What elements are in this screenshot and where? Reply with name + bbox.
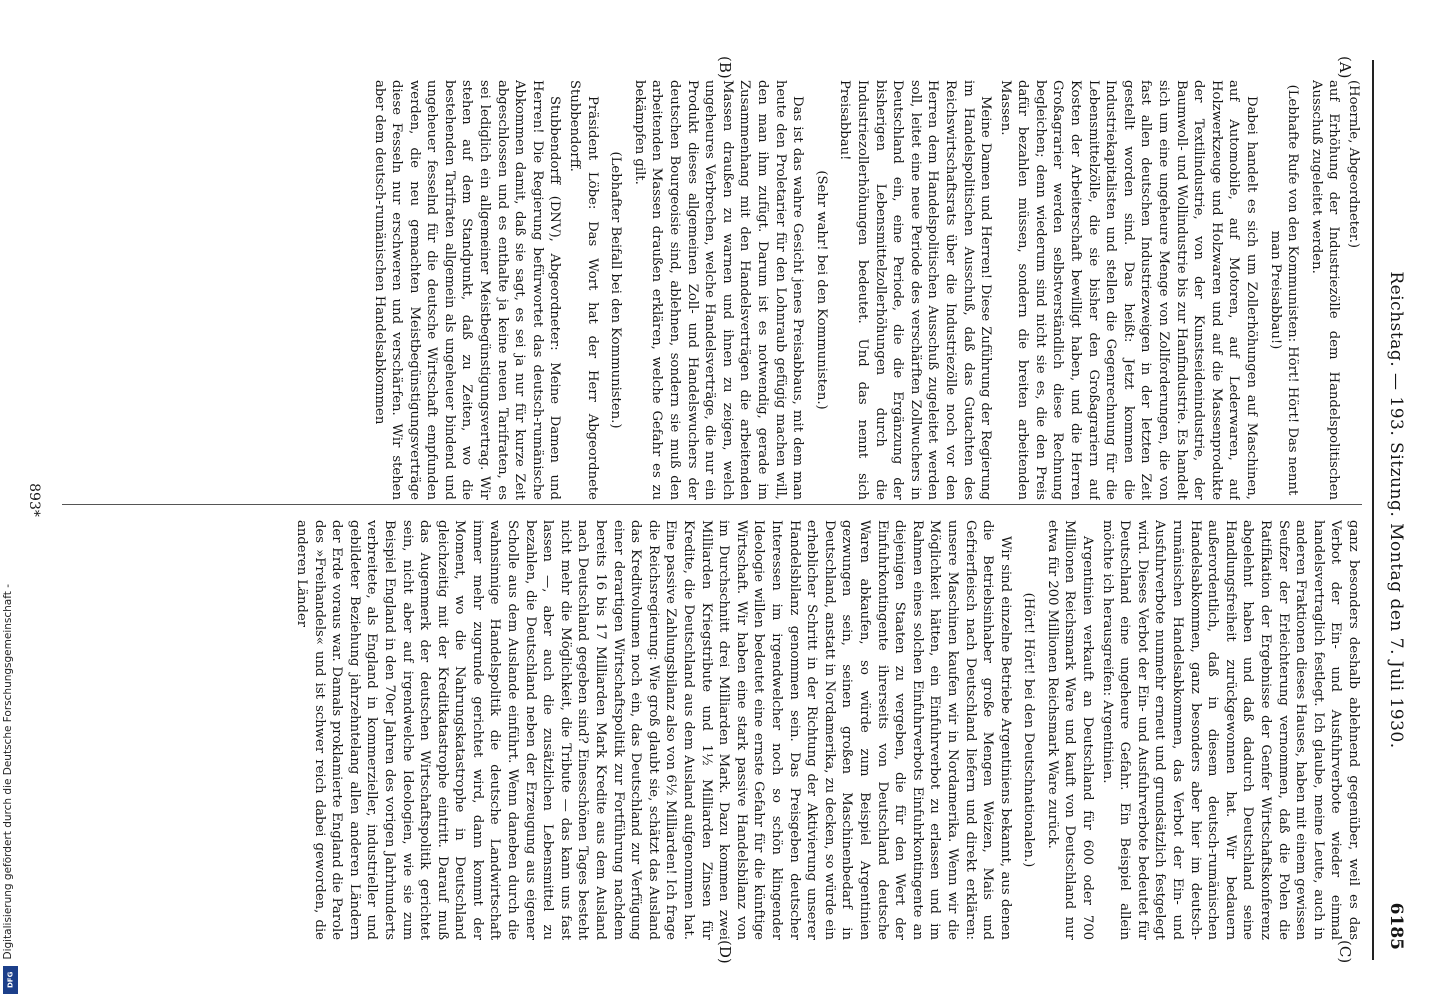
interjection: (Lebhafter Beifall bei den Kommunisten.)	[608, 151, 624, 429]
interjection: (Lebhafte Rufe von den Kommunisten: Hört! Hört! Das nennt man Preisabbau!)	[1267, 84, 1301, 496]
page-header	[1372, 60, 1414, 960]
paragraph: Dabei handelt es sich um Zollerhöhungen auf Maschinen, auf Automobile, auf Motoren, auf Lederwaren, auf Holzwerkzeuge und Holzwaren und auf die Massenprodukte der Textilindustrie, von der Kunstseidenindustrie, der Baumwoll- und Wollindustrie bis zur Hanfindustrie. Es handelt sich um eine ungeheure Menge von Zollforderungen, die von fast allen deutschen Industriezweigen in der letzten Zeit gestellt worden sind. Das heißt: Jetzt kommen die Industriekapitalisten und stellen die Gegenrechnung für die Lebensmittelzölle, die sie bisher den Großagrariern auf Kosten der Arbeiterschaft bewilligt haben, und die Herren Großagrarier werden selbstverständlich diese Rechnung begleichen; denn wiederum sind nicht sie es, die den Preis dafür bezahlen müssen, sondern die breiten arbeitenden Massen.	[997, 80, 1260, 500]
president-statement: Präsident Löbe: Das Wort hat der Herr Abgeordnete Stubbendorff.	[567, 80, 600, 500]
page-title: Reichstag. — 193. Sitzung. Montag den 7. Juli 1930.	[1386, 271, 1406, 749]
speaker-paragraph: Stubbendorff (DNV), Abgeordneter: Meine Damen und Herren! Die Regierung befürwortet das deutsch-rumänische Abkommen damit, daß sie sagt, es sei ja nur für kurze Zeit abgeschlossen und es enthalte ja keine neuen Tarifraten, es sei lediglich ein allgemeiner Meistbegünstigungsvertrag. Wir stehen auf dem Standpunkt, daß zu Zeiten, wo die bestehenden Tarifraten allgemein als ungeheuer bindend und ungeheuer fesselnd für die deutsche Wirtschaft empfunden werden, die neu gemachten Meistbegünstigungsverträge diese Fesseln nur erschweren und verschärfen. Wir stehen aber dem deutsch-rumänischen Handelsabkommen	[371, 80, 563, 500]
interjection: (Sehr wahr! bei den Kommunisten.)	[813, 170, 829, 410]
margin-marker-c: (C)	[1336, 940, 1354, 964]
speaker-continuation: (Hoernle, Abgeordneter.)	[1346, 80, 1361, 249]
paragraph: ganz besonders deshalb ablehnend gegenüber, weil es das Verbot der Ein- und Ausfuhrverbote wieder einmal handelsvertraglich festlegt. Ich glaube, meine Leute, auch in anderen Fraktionen dieses Hauses, haben mit einem gewissen Seufzer der Erleichterung vernommen, daß die Polen die Ratifikation der Ergebnisse der Genfer Wirtschaftskonferenz abgelehnt haben und daß dadurch Deutschland seine Handlungsfreiheit zurückgewonnen hat. Wir bedauern außerordentlich, daß in diesem deutsch-rumänischen Handelsabkommen, ganz besonders aber hier im deutsch-rumänischen Handelsabkommen, das Verbot der Ein- und Ausfuhrverbote nunmehr erneut und grundsätzlich festgelegt wird. Dieses Verbot der Ein- und Ausfuhrverbote bedeutet für Deutschland eine ungeheure Gefahr. Ein Beispiel allein möchte ich herausgreifen: Argentinien.	[1099, 520, 1361, 940]
margin-marker-d: (D)	[716, 940, 734, 964]
paragraph: Wir sind einzelne Betriebe Argentiniens bekannt, aus denen die Betriebsinhaber große Mengen Weizen, Mais und Gefrierfleisch nach Deutschland liefern und direkt erklären: unsere Maschinen kaufen wir in Nordamerika. Wenn wir die Möglichkeit hätten, ein Einfuhrverbot zu erlassen und im Rahmen eines solchen Einfuhrverbots Einfuhrkontingente an diejenigen Staaten zu vergeben, die für den Wert der Einfuhrkontingente ihrerseits von Deutschland deutsche Waren abkaufen, so würde zum Beispiel Argentinien gezwungen sein, seinen großen Maschinenbedarf in Deutschland, anstatt in Nordamerika, zu decken, so würde ein erheblicher Schritt in der Richtung der Aktivierung unserer Handelsbilanz genommen sein. Das Preisgeben deutscher Interessen im irgendwelcher noch so schön klingender Ideologie willen bedeutet eine ernste Gefahr für die künftige Wirtschaft. Wir haben eine stark passive Handelsbilanz von im Durchschnitt drei Milliarden Mark. Dazu kommen zwei Milliarden Kriegstribute und 1½ Milliarden Zinsen für Kredite, die Deutschland aus dem Ausland aufgenommen hat. Eine passive Zahlungsbilanz also von 6½ Milliarden! Ich frage die Reichsregierung: Wie groß glaubt sie, schätzt das Ausland das Kreditvolumen noch ein, das Deutschland zur Verfügung einer derartigen Wirtschaftspolitik zur Fortführung nachdem bereits 16 bis 17 Milliarden Mark Kredite aus dem Ausland nach Deutschland gegeben sind? Einesschönen Tages besteht nicht mehr die Möglichkeit, die Tribute — das kann uns fast lassen —, aber auch die zusätzlichen Lebensmittel zu bezahlen, die Deutschland neben der Erzeugung aus eigener Scholle aus dem Auslande einführt. Wenn daneben durch die wahnsinnige Handelspolitik die deutsche Landwirtschaft immer mehr zugrunde gerichtet wird, dann kommt der Moment, wo die Nahrungskatastrophe in Deutschland gleichzeitig mit der Kreditkatastrophe eintritt. Darauf muß das Augenmerk der deutschen Wirtschaftspolitik gerichtet sein, nicht aber auf irgendwelche Ideologien, wie sie zum Beispiel England in den 70er Jahren des vorigen Jahrhunderts verbreitete, als England in kommerzieller, industrieller und gebildeter Beziehung jahrzehntelang allen anderen Ländern der Erde voraus war. Damals proklamierte England die Parole des »Freihandels« und ist schwer reich dabei geworden, die anderen Länder	[293, 520, 1013, 940]
paragraph: auf Erhöhung der Industriezölle dem Handelspolitischen Ausschuß zugeleitet werden.	[1308, 80, 1342, 500]
right-column	[62, 520, 1362, 940]
interjection: (Hört! Hört! bei den Deutschnationalen.)	[1021, 592, 1037, 868]
dfg-logo: DFG	[3, 966, 18, 994]
paragraph: Das ist das wahre Gesicht jenes Preisabbaus, mit dem man heute den Proletarier für den Lohnraub gefügig machen will, den man ihm zufügt. Darum ist es notwendig, gerade im Zusammenhang mit den Handelsverträgen die arbeitenden Massen draußen zu warnen und ihnen zu zeigen, welch ungeheures Verbrechen, welche Handelsverträge, die nur ein Produkt dieses allgemeinen Zoll- und Handelswuchers der deutschen Bourgeoisie sind, ablehnen, sondern sie muß den arbeitenden Massen draußen erklären, welche Gefahr es zu bekämpfen gilt.	[631, 80, 806, 500]
paragraph: Argentinien verkauft an Deutschland für 600 oder 700 Millionen Reichsmark Ware und kauft von Deutschland nur etwa für 200 Millionen Reichsmark Ware zurück.	[1044, 520, 1096, 940]
left-column	[62, 80, 1362, 500]
page-number: 6185	[1386, 902, 1406, 950]
funding-notice: Digitalisierung gefördert durch die Deutsche Forschungsgemeinschaft -	[2, 584, 14, 960]
margin-marker-b: (B)	[716, 56, 734, 79]
column-divider	[62, 504, 1362, 505]
paragraph: Meine Damen und Herren! Diese Zuführung der Regierung im Handelspolitischen Ausschuß, daß das Gutachten des Reichswirtschaftsrats über die Industriezölle noch vor den Herren dem Handelspolitischen Ausschuß zugeleitet werden soll, leitet eine neue Periode des verschärften Zollwuchers in Deutschland ein, eine Periode, die die Ergänzung der bisherigen Lebensmittelzollerhöhungen durch die Industriezollerhöhungen bedeutet. Und das nennt sich Preisabbau!	[837, 80, 994, 500]
page-footer: 893*	[26, 483, 42, 517]
margin-marker-a: (A)	[1336, 56, 1354, 79]
